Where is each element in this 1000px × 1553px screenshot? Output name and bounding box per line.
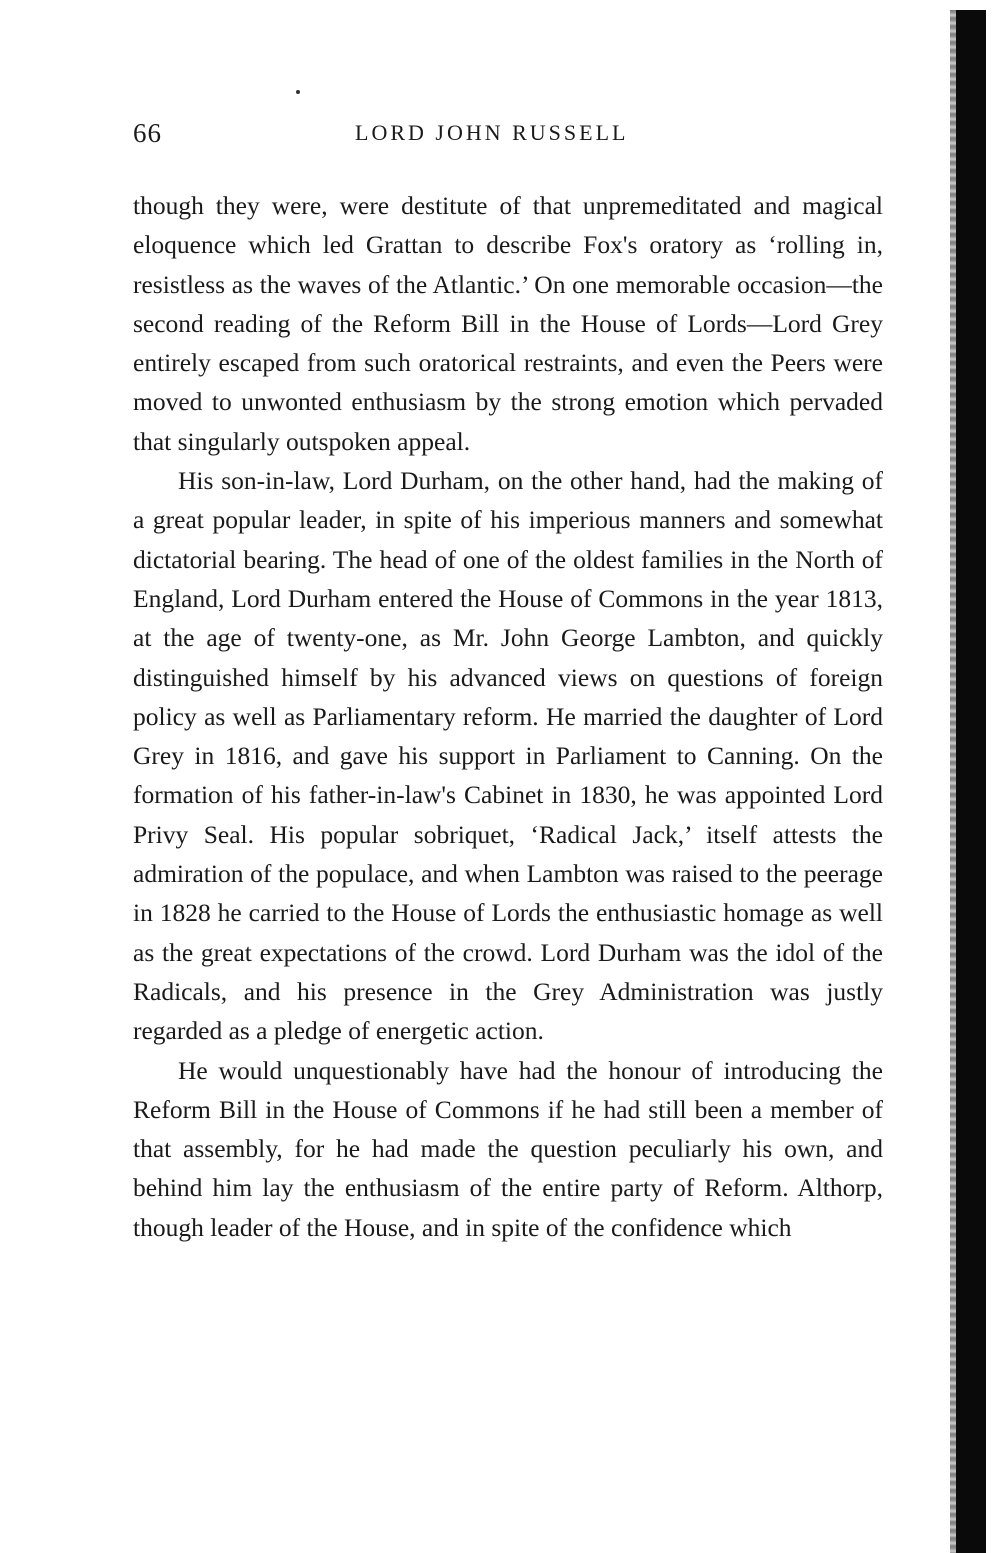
paragraph-1: though they were, were destitute of that unpremeditated and magical eloquence which led Grattan to describe Fox's oratory as ‘rolling in, resistless as the waves of the Atlantic.’ On one memorable occasion—the second reading of the Reform Bill in the House of Lords—Lord Grey entirely escaped from such oratorical restraints, and even the Peers were moved to unwonted enthusiasm by the strong emotion which pervaded that singularly outspoken appeal. xyxy=(133,191,883,456)
page-edge-shadow xyxy=(956,10,986,1553)
page-header xyxy=(133,118,883,158)
page-body xyxy=(133,186,883,1247)
page-number: 66 xyxy=(133,118,162,148)
paragraph-3: He would unquestionably have had the honour of introducing the Reform Bill in the House of Commons if he had still been a member of that assembly, for he had made the question peculiarly his own, and behind him lay the enthusiasm of the entire party of Reform. Althorp, though leader of the House, and in spite of the confidence which xyxy=(133,1055,883,1242)
ink-speck xyxy=(296,90,300,94)
running-head: LORD JOHN RUSSELL xyxy=(355,120,629,145)
paragraph-2: His son-in-law, Lord Durham, on the other hand, had the making of a great popular leader, in spite of his imperious manners and somewhat dictatorial bearing. The head of one of the oldest families in the North of England, Lord Durham entered the House of Commons in the year 1813, at the age of twenty-one, as Mr. John George Lambton, and quickly distinguished himself by his advanced views on questions of foreign policy as well as Parliamentary reform. He married the daughter of Lord Grey in 1816, and gave his support in Parliament to Canning. On the formation of his father-in-law's Cabinet in 1830, he was appointed Lord Privy Seal. His popular sobriquet, ‘Radical Jack,’ itself attests the admiration of the populace, and when Lambton was raised to the peerage in 1828 he carried to the House of Lords the enthusiastic homage as well as the great expectations of the crowd. Lord Durham was the idol of the Radicals, and his presence in the Grey Administration was justly regarded as a pledge of energetic action. xyxy=(133,466,883,1046)
